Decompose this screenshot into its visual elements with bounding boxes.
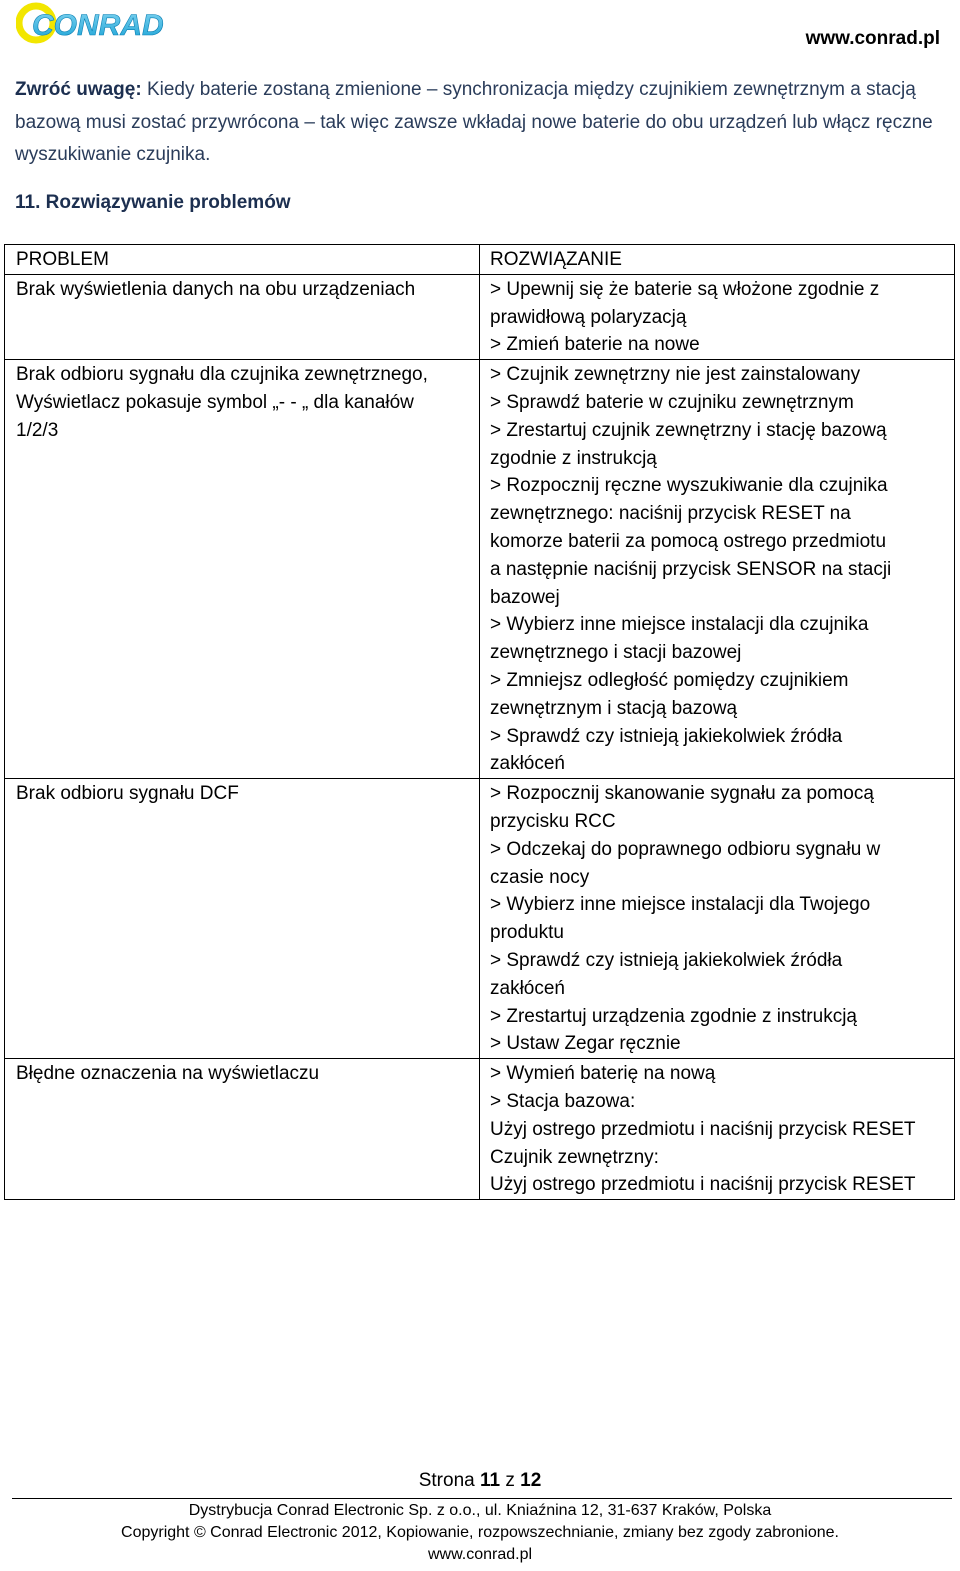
conrad-logo: [16, 2, 176, 44]
solution-line: > Czujnik zewnętrzny nie jest zainstalowany: [490, 364, 861, 386]
problem-line: Brak wyświetlenia danych na obu urządzeniach: [16, 278, 416, 300]
solution-line: prawidłową polaryzacją: [490, 306, 687, 328]
note-lead: Zwróć uwagę:: [15, 79, 142, 100]
solution-cell: [480, 274, 955, 359]
solution-line: zakłóceń: [490, 977, 565, 999]
table-row: [5, 360, 955, 779]
note-text: Kiedy baterie zostaną zmienione – synchronizacja między czujnikiem zewnętrznym a stacją bazową musi zostać przywrócona – tak więc zawsze wkładaj nowe baterie do obu urządzeń lub włącz ręczne wyszukiwanie czujnika.: [15, 79, 933, 165]
solution-line: > Ustaw Zegar ręcznie: [490, 1033, 681, 1055]
solution-line: > Stacja bazowa:: [490, 1090, 636, 1112]
page-number: [0, 1470, 960, 1492]
problem-cell: [5, 1059, 480, 1200]
svg-text:CONRAD: CONRAD: [32, 9, 164, 42]
problem-cell: [5, 274, 480, 359]
solution-cell: [480, 360, 955, 779]
page-prefix: Strona: [418, 1470, 480, 1491]
solution-line: bazowej: [490, 586, 560, 608]
footer-copyright: Copyright © Conrad Electronic 2012, Kopiowanie, rozpowszechnianie, zmiany bez zgody zabronione.: [121, 1524, 839, 1541]
problem-line: 1/2/3: [16, 419, 59, 441]
page-current: 11: [479, 1470, 501, 1491]
table-row: [5, 274, 955, 359]
solution-line: zewnętrznego i stacji bazowej: [490, 642, 742, 664]
solution-cell: [480, 1059, 955, 1200]
page-total: 12: [520, 1470, 542, 1491]
footer-distributor: Dystrybucja Conrad Electronic Sp. z o.o., ul. Kniaźnina 12, 31-637 Kraków, Polska: [188, 1502, 772, 1519]
solution-line: Użyj ostrego przedmiotu i naciśnij przycisk RESET: [490, 1174, 916, 1196]
problem-line: Brak odbioru sygnału DCF: [16, 783, 239, 805]
solution-line: przycisku RCC: [490, 810, 616, 832]
solution-line: > Wymień baterię na nową: [490, 1063, 716, 1085]
solution-line: zakłóceń: [490, 753, 565, 775]
header-problem: PROBLEM: [5, 245, 480, 275]
table-row: [5, 1059, 955, 1200]
solution-line: > Sprawdź czy istnieją jakiekolwiek źródła: [490, 949, 843, 971]
solution-line: > Odczekaj do poprawnego odbioru sygnału w: [490, 838, 881, 860]
solution-line: > Zrestartuj urządzenia zgodnie z instrukcją: [490, 1005, 857, 1027]
solution-line: > Zmniejsz odległość pomiędzy czujnikiem: [490, 669, 849, 691]
solution-line: > Zrestartuj czujnik zewnętrzny i stację bazową: [490, 419, 887, 441]
header-website[interactable]: www.conrad.pl: [805, 28, 940, 49]
solution-line: czasie nocy: [490, 866, 590, 888]
page-separator: z: [500, 1470, 521, 1491]
solution-line: Czujnik zewnętrzny:: [490, 1146, 659, 1168]
solution-line: zewnętrznym i stacją bazową: [490, 697, 738, 719]
footer-website[interactable]: www.conrad.pl: [427, 1546, 533, 1563]
solution-line: komorze baterii za pomocą ostrego przedmiotu: [490, 530, 887, 552]
header-solution: ROZWIĄZANIE: [480, 245, 955, 275]
solution-line: > Rozpocznij skanowanie sygnału za pomocą: [490, 783, 874, 805]
solution-line: > Sprawdź czy istnieją jakiekolwiek źródła: [490, 725, 843, 747]
problem-line: Brak odbioru sygnału dla czujnika zewnętrznego,: [16, 364, 428, 386]
problem-cell: [5, 779, 480, 1059]
attention-note: [15, 74, 950, 172]
solution-line: > Sprawdź baterie w czujniku zewnętrznym: [490, 391, 854, 413]
solution-line: > Wybierz inne miejsce instalacji dla czujnika: [490, 614, 869, 636]
solution-line: Użyj ostrego przedmiotu i naciśnij przycisk RESET: [490, 1118, 916, 1140]
section-title: 11. Rozwiązywanie problemów: [15, 192, 291, 213]
solution-line: > Upewnij się że baterie są włożone zgodnie z: [490, 278, 880, 300]
solution-line: > Wybierz inne miejsce instalacji dla Twojego: [490, 894, 871, 916]
solution-line: zewnętrznego: naciśnij przycisk RESET na: [490, 503, 851, 525]
troubleshooting-table: [4, 244, 955, 1200]
problem-line: Błędne oznaczenia na wyświetlaczu: [16, 1063, 320, 1085]
solution-line: a następnie naciśnij przycisk SENSOR na stacji: [490, 558, 892, 580]
table-row: [5, 779, 955, 1059]
solution-line: produktu: [490, 922, 564, 944]
footer-divider: [12, 1498, 952, 1499]
table-header-row: [5, 245, 955, 275]
solution-line: zgodnie z instrukcją: [490, 447, 657, 469]
solution-line: > Rozpocznij ręczne wyszukiwanie dla czujnika: [490, 475, 888, 497]
problem-cell: [5, 360, 480, 779]
solution-line: > Zmień baterie na nowe: [490, 334, 700, 356]
solution-cell: [480, 779, 955, 1059]
problem-line: Wyświetlacz pokasuje symbol „- - „ dla kanałów: [16, 391, 414, 413]
